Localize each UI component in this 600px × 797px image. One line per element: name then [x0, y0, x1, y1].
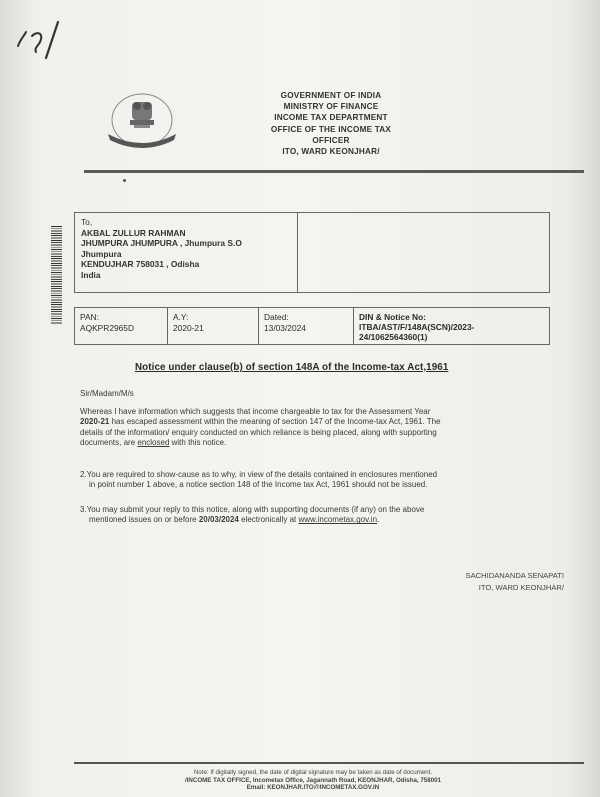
- paragraph-line: [80, 515, 424, 525]
- notice-title: Notice under clause(b) of section 148A of the Income-tax Act,1961: [135, 362, 449, 373]
- paragraph-text: mentioned issues on or before: [89, 515, 199, 525]
- footer-email: Email: KEONJHAR.ITO@INCOMETAX.GOV.IN: [246, 784, 380, 790]
- footer-note: Note: If digitally signed, the date of digital signature may be taken as date of document.: [193, 769, 433, 776]
- incometax-website-link[interactable]: www.incometax.gov.in: [298, 515, 378, 525]
- enclosed-link[interactable]: enclosed: [137, 438, 170, 448]
- ay-cell: [168, 308, 259, 344]
- header-line: MINISTRY OF FINANCE: [283, 102, 379, 112]
- reply-deadline: 20/03/2024: [198, 515, 239, 525]
- handwritten-mark: [12, 18, 64, 62]
- header-line: ITO, WARD KEONJHAR/: [282, 147, 380, 157]
- signature-block: [466, 570, 564, 593]
- dated-label: Dated:: [264, 312, 289, 322]
- paragraph-line: [80, 417, 441, 427]
- speck: [123, 179, 126, 182]
- din-value-line2: 24/1062564360(1): [359, 332, 428, 342]
- pan-cell: [75, 308, 168, 344]
- footer-divider: [74, 762, 584, 764]
- ay-value: 2020-21: [173, 323, 204, 333]
- barcode: [51, 226, 62, 324]
- income-tax-emblem-icon: [100, 90, 184, 150]
- paragraph-text: documents, are: [80, 438, 138, 448]
- header-line: INCOME TAX DEPARTMENT: [274, 113, 388, 123]
- signatory-name: SACHIDANANDA SENAPATI: [465, 571, 564, 580]
- paragraph-text: with this notice.: [169, 438, 227, 448]
- header-line: OFFICER: [312, 135, 350, 145]
- footer-address: /INCOME TAX OFFICE, Incometax Office, Jagannath Road, KEONJHAR, Odisha, 758001: [184, 776, 442, 784]
- address-box: [74, 212, 550, 293]
- pan-value: AQKPR2965D: [80, 323, 134, 333]
- header-divider: [84, 170, 584, 173]
- addressee-name: AKBAL ZULLUR RAHMAN: [81, 227, 186, 238]
- paragraph-2: [80, 470, 437, 491]
- dated-cell: [259, 308, 354, 344]
- paragraph-text: electronically at: [238, 515, 299, 525]
- notice-info-table: [74, 307, 550, 345]
- paragraph-line: 2.You are required to show-cause as to why, in view of the details contained in enclosures mentioned: [80, 470, 438, 479]
- signatory-designation: ITO, WARD KEONJHAR/: [478, 582, 564, 592]
- address-line: JHUMPURA JHUMPURA , Jhumpura S.O: [81, 238, 242, 249]
- pan-label: PAN:: [80, 312, 99, 322]
- paragraph-line: [80, 438, 441, 448]
- paragraph-text: .: [377, 515, 380, 525]
- paragraph-line: 3.You may submit your reply to this notice, along with supporting documents (if any) on the above: [80, 505, 425, 514]
- paragraph-line: Whereas I have information which suggests that income chargeable to tax for the Assessment Year: [80, 407, 431, 416]
- to-label: To,: [81, 217, 93, 227]
- footer: [148, 769, 478, 789]
- salutation: Sir/Madam/M/s: [80, 389, 134, 398]
- addressee-cell: [75, 213, 298, 292]
- header-line: GOVERNMENT OF INDIA: [280, 91, 382, 100]
- din-cell: [354, 308, 549, 344]
- address-line: Jhumpura: [81, 248, 122, 259]
- paragraph-line: in point number 1 above, a notice section 148 of the Income tax Act, 1961 should not be issued.: [89, 480, 428, 490]
- assessment-year: 2020-21: [80, 417, 110, 427]
- paragraph-3: [80, 505, 424, 526]
- header-line: OFFICE OF THE INCOME TAX: [270, 124, 392, 134]
- paragraph-text: has escaped assessment within the meaning of section 147 of the Income-tax Act, 1961. The: [109, 417, 441, 427]
- paragraph-line: details of the information/ enquiry conducted on which reliance is being placed, along with supporting: [80, 427, 437, 437]
- ay-label: A.Y:: [173, 312, 189, 322]
- din-value-line1: ITBA/AST/F/148A(SCN)/2023-: [359, 322, 475, 332]
- dated-value: 13/03/2024: [264, 323, 306, 333]
- header-block: [236, 90, 426, 157]
- address-country: India: [81, 269, 101, 280]
- paragraph-1: [80, 407, 441, 449]
- din-label: DIN & Notice No:: [359, 312, 426, 322]
- address-line: KENDUJHAR 758031 , Odisha: [81, 259, 200, 270]
